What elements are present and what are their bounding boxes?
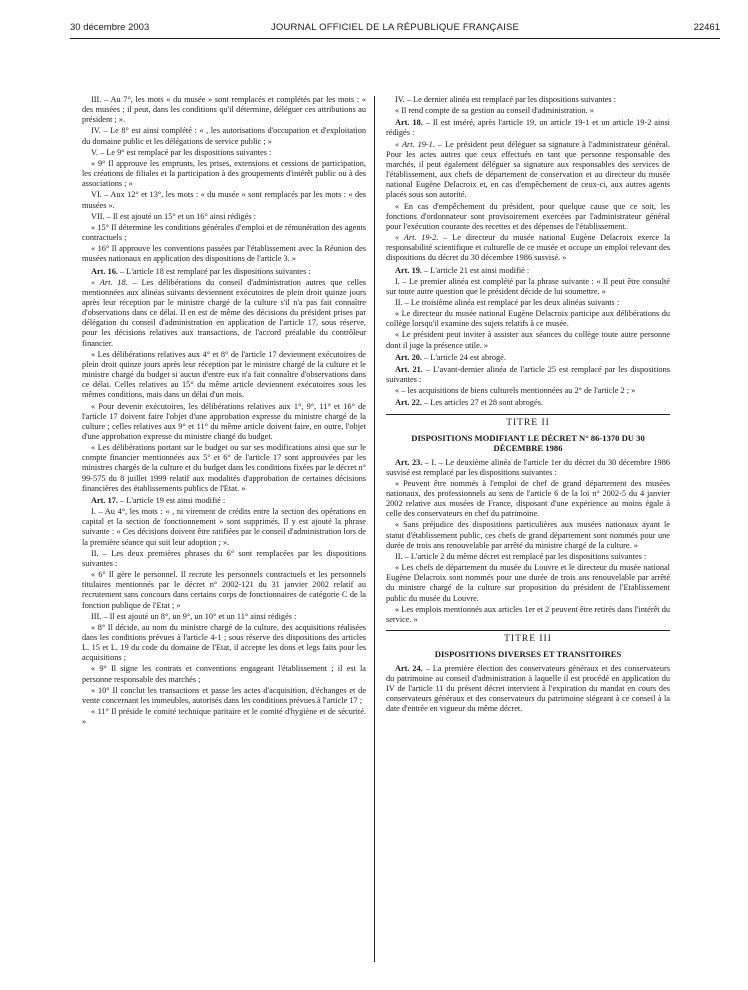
article-21 xyxy=(386,365,670,385)
article-22 xyxy=(386,398,670,408)
article-text: – Il est inséré, après l'article 19, un article 19-1 et un article 19-2 ainsi rédigés : xyxy=(386,118,670,138)
article-17 xyxy=(82,496,366,506)
article-19 xyxy=(386,266,670,276)
article-text: – L'article 24 est abrogé. xyxy=(421,352,506,362)
quoted-article-19-2 xyxy=(386,233,670,263)
header-page-number: 22461 xyxy=(693,22,720,33)
paragraph: VI. – Aux 12° et 13°, les mots : « du musée » sont remplacés par les mots : « des musées ». xyxy=(82,190,366,210)
paragraph: « Les délibérations portant sur le budget ou sur ses modifications ainsi que sur le compte financier mentionnées aux 5° et 6° de l'article 17 sont approuvées par les ministres chargés de la culture et du budget dans les conditions fixées par le décret n° 99-575 du 8 juillet 1999 relatif aux modalités d'approbation de certaines décisions financières des établissements publics de l'Etat. » xyxy=(82,443,366,493)
article-label: Art. 23. xyxy=(395,457,423,467)
paragraph: II. – Les deux premières phrases du 6° sont remplacées par les dispositions suivantes : xyxy=(82,548,366,568)
paragraph: VII. – Il est ajouté un 15° et un 16° ainsi rédigés : xyxy=(91,211,256,221)
paragraph: « 9° Il approuve les emprunts, les prises, extensions et cessions de participation, les créations de filiales et la participation à des groupements d'intérêt public ou à des associations ; » xyxy=(82,158,366,189)
article-20 xyxy=(386,353,670,363)
article-23 xyxy=(386,458,670,478)
article-label: Art. 22. xyxy=(395,398,422,408)
article-label: Art. 18. xyxy=(395,118,423,128)
article-label: « Art. 19-2. xyxy=(395,233,439,243)
article-16 xyxy=(82,267,366,277)
paragraph: « Le directeur du musée national Eugène Delacroix participe aux délibérations du collège lorsqu'il examine des sujets relatifs à ce musée. xyxy=(386,309,670,329)
paragraph: « 15° Il détermine les conditions générales d'emploi et de rémunération des agents contractuels ; xyxy=(82,222,366,243)
section-subtitle-titre-2: DISPOSITIONS MODIFIANT LE DÉCRET N° 86-1370 DU 30 DÉCEMBRE 1986 xyxy=(411,432,645,454)
article-label: « Art. 18. xyxy=(91,277,128,287)
article-text: – Le directeur du musée national Eugène Delacroix exerce la responsabilité scientifique et culturelle de ce musée et occupe un emploi relevant des dispositions du décret du 30 décembre 1986 susvisé. » xyxy=(386,233,670,263)
article-label: Art. 16. xyxy=(91,266,118,276)
paragraph: II. – L'article 2 du même décret est remplacé par les dispositions suivantes : xyxy=(395,551,647,561)
paragraph: « – les acquisitions de biens culturels mentionnées au 2° de l'article 2 ; » xyxy=(395,386,636,396)
paragraph: IV. – Le 8° est ainsi complété : « , les autorisations d'occupation et d'exploitation du domaine public et les délégations de service public ; » xyxy=(82,126,366,146)
article-text: – L'article 18 est remplacé par les dispositions suivantes : xyxy=(117,266,311,276)
paragraph: « 8° Il décide, au nom du ministre chargé de la culture, des acquisitions réalisées dans les conditions prévues à l'article 4-1 ; sous réserve des dispositions des articles L. 15 et L. 19 du code du domaine de l'Etat, il accepte les dons et legs faits pour les acquisitions ; xyxy=(82,622,366,663)
article-text: – Le président peut déléguer sa signature à l'administrateur général. Pour les actes autres que ceux effectués en tant que personne responsable des marchés, il peut également déléguer sa signature aux responsables des services de l'établissement, aux chefs de département de conservation et au directeur du musée national Eugène Delacroix et, en cas d'empêchement de ceux-ci, aux autres agents placés sous son autorité. xyxy=(386,139,670,200)
paragraph: « 11° Il préside le comité technique paritaire et le comité d'hygiène et de sécurité. » xyxy=(82,707,366,727)
paragraph: « Peuvent être nommés à l'emploi de chef de grand département des musées nationaux, des professionnels au sens de l'article 6 de la loi n° 2002-5 du 4 janvier 2002 relative aux musées de France, disposant d'une expérience au moins égale à celle des conservateurs en chef du patrimoine. xyxy=(386,478,670,519)
paragraph: II. – Le troisième alinéa est remplacé par les deux alinéas suivants : xyxy=(395,297,620,307)
article-text: – L'avant-dernier alinéa de l'article 25 est remplacé par les dispositions suivantes : xyxy=(386,364,670,385)
article-24 xyxy=(386,664,670,715)
paragraph: III. – Au 7°, les mots « du musée » sont remplacés et complétés par les mots : « des musées ; il peut, dans les conditions qu'il détermine, déléguer ces attributions au président ; ». xyxy=(82,95,366,125)
article-text: – Les délibérations du conseil d'administration autres que celles mentionnées aux alinéas suivants deviennent exécutoires de plein droit quinze jours après leur réception par le ministre chargé de la culture s'il n'a pas fait connaître d'observations dans ce délai. Il en est de même des décisions du président prises par délégation du conseil d'administration en application de l'article 17, sous réserve, pour les décisions relatives aux transactions, de l'accord préalable du contrôleur financier. xyxy=(82,277,366,348)
article-text: – L'article 19 est ainsi modifié : xyxy=(117,495,226,505)
left-column xyxy=(82,95,366,728)
article-label: Art. 21. xyxy=(395,364,423,374)
article-18 xyxy=(386,118,670,138)
section-subtitle-titre-3: DISPOSITIONS DIVERSES ET TRANSITOIRES xyxy=(434,649,622,660)
paragraph: « 10° Il conclut les transactions et passe les actes d'acquisition, d'échanges et de vente concernant les immeubles, autorisés dans les conditions prévues à l'article 17 ; xyxy=(82,685,366,705)
right-column xyxy=(386,95,670,715)
paragraph: « Le président peut inviter à assister aux séances du collège toute autre personne dont il juge la présence utile. » xyxy=(386,330,670,350)
paragraph: I. – Le premier alinéa est complété par la phrase suivante : « Il peut être consulté sur toute autre question que le président décide de lui soumettre. » xyxy=(386,276,670,296)
paragraph: III. – Il est ajouté un 8°, un 9°, un 10° et un 11° ainsi rédigés : xyxy=(91,611,297,621)
section-title-titre-3: TITRE III xyxy=(386,630,670,646)
article-text: – Les articles 27 et 28 sont abrogés. xyxy=(421,398,543,408)
paragraph: « 6° Il gère le personnel. Il recrute les personnels contractuels et les personnels titulaires mentionnés par le décret n° 2002-121 du 31 janvier 2002 relatif au recrutement sans concours dans certains corps de fonctionnaires de catégorie C de la fonction publique de l'Etat ; » xyxy=(82,570,366,610)
header-publication-title: JOURNAL OFFICIEL DE LA RÉPUBLIQUE FRANÇAISE xyxy=(270,22,520,33)
column-divider xyxy=(374,96,375,962)
paragraph: « Les emplois mentionnés aux articles 1er et 2 peuvent être retirés dans l'intérêt du service. » xyxy=(386,604,670,624)
paragraph: « En cas d'empêchement du président, pour quelque cause que ce soit, les fonctions d'ordonnateur sont provisoirement exercées par l'administrateur général pour l'exécution courante des recettes et des dépenses de l'établissement. xyxy=(386,201,670,231)
header-date: 30 décembre 2003 xyxy=(70,22,150,33)
header-rule xyxy=(70,38,720,39)
article-text: – L'article 21 est ainsi modifié : xyxy=(421,265,530,275)
paragraph: « Pour devenir exécutoires, les délibérations relatives aux 1°, 9°, 11° et 16° de l'article 17 doivent faire l'objet d'une approbation expresse du ministre chargé de la culture ; celles relatives aux 9° et 11° du même article doivent faire, en outre, l'objet d'une approbation expresse du ministre chargé du budget. xyxy=(82,401,366,441)
paragraph: « Les délibérations relatives aux 4° et 8° de l'article 17 deviennent exécutoires de plein droit quinze jours après leur réception par le ministre chargé de la culture et le ministre chargé du budget si aucun d'entre eux n'a fait connaître d'observations dans ce délai. Celles relatives au 15° du même article deviennent exécutoires sous les mêmes conditions, mais dans un délai d'un mois. xyxy=(82,349,366,400)
section-title-titre-2: TITRE II xyxy=(386,414,670,430)
paragraph: V. – Le 9° est remplacé par les dispositions suivantes : xyxy=(91,147,272,157)
paragraph: « 9° Il signe les contrats et conventions engageant l'établissement ; il est la personne responsable des marchés ; xyxy=(82,664,366,684)
article-label: Art. 20. xyxy=(395,352,422,362)
article-text: – La première élection des conservateurs généraux et des conservateurs du patrimoine au conseil d'administration à laquelle il est procédé en application du IV de l'article 11 du présent décret intervient à l'expiration du mandat en cours des conservateurs généraux et des conservateurs du patrimoine siégeant à ce conseil à la date d'entrée en vigueur du même décret. xyxy=(386,663,670,714)
page-header xyxy=(70,22,720,36)
article-text: – I. – Le deuxième alinéa de l'article 1er du décret du 30 décembre 1986 susvisé est remplacé par les dispositions suivantes : xyxy=(386,457,670,477)
article-label: Art. 17. xyxy=(91,495,118,505)
paragraph: I. – Au 4°, les mots : « , ni virement de crédits entre la section des opérations en capital et la section de fonctionnement » sont supprimés. Il y est ajouté la phrase suivante : « Ces décisions doivent être ratifiées par le conseil d'administration lors de la première séance qui suit leur adoption ; ». xyxy=(82,507,366,547)
paragraph: « 16° Il approuve les conventions passées par l'établissement avec la Réunion des musées nationaux en application des dispositions de l'article 3. » xyxy=(82,244,366,264)
quoted-article-19-1 xyxy=(386,140,670,201)
paragraph: IV. – Le dernier alinéa est remplacé par les dispositions suivantes : xyxy=(395,95,617,104)
paragraph: « Il rend compte de sa gestion au conseil d'administration. » xyxy=(395,106,594,116)
quoted-article-18 xyxy=(82,278,366,349)
article-label: Art. 19. xyxy=(395,265,422,275)
paragraph: « Les chefs de département du musée du Louvre et le directeur du musée national Eugène Delacroix sont nommés pour une durée de trois ans renouvelable par arrêté du ministre chargé de la culture sur proposition du président de l'Etablissement public du musée du Louvre. xyxy=(386,563,670,603)
article-label: Art. 24. xyxy=(395,663,423,673)
paragraph: « Sans préjudice des dispositions particulières aux musées nationaux ayant le statut d'établissement public, ces chefs de grand département sont nommés pour une durée de trois ans renouvelable par arrêté du ministre chargé de la culture. » xyxy=(386,520,670,550)
article-label: « Art. 19-1. xyxy=(395,139,435,149)
